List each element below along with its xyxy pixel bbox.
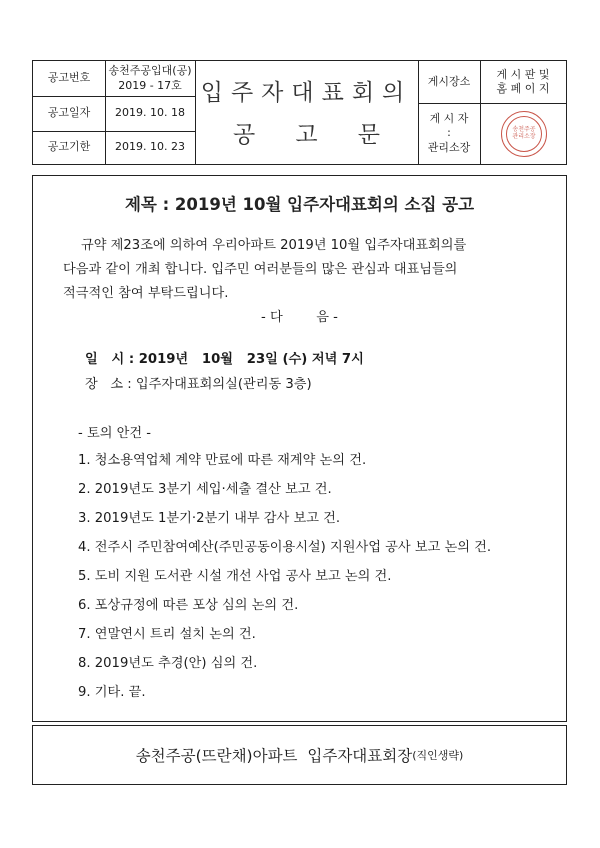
signature-box xyxy=(32,725,567,785)
notice-deadline-value: 2019. 10. 23 xyxy=(115,140,185,154)
agenda-item: 6. 포상규정에 따른 포상 심의 논의 건. xyxy=(78,598,299,613)
datetime-value: 2019년 10월 23일 (수) 저녁 7시 xyxy=(138,352,364,367)
agenda-item: 1. 청소용역업체 계약 만료에 따른 재계약 논의 건. xyxy=(78,453,367,468)
intro-line-1: 규약 제23조에 의하여 우리아파트 2019년 10월 입주자대표회의를 xyxy=(81,238,467,253)
agenda-item: 5. 도비 지원 도서관 시설 개선 사업 공사 보고 논의 건. xyxy=(78,569,392,584)
agenda-item: 7. 연말연시 트리 설치 논의 건. xyxy=(78,627,256,642)
intro-line-2: 다음과 같이 개최 합니다. 입주민 여러분들의 많은 관심과 대표님들의 xyxy=(63,262,458,277)
agenda-item: 9. 기타. 끝. xyxy=(78,685,146,700)
notice-number-line1: 송천주공입대(공) xyxy=(108,64,192,78)
main-title-char-3: 문 xyxy=(357,121,380,148)
notice-number-label: 공고번호 xyxy=(47,71,91,85)
poster-label-line2: : xyxy=(447,126,451,140)
da-eum-heading: - 다 음 - xyxy=(261,310,338,325)
agenda-item: 3. 2019년도 1분기·2분기 내부 감사 보고 건. xyxy=(78,511,341,526)
notice-body xyxy=(32,175,567,722)
signature-note: (직인생략) xyxy=(412,749,464,762)
meeting-datetime xyxy=(85,348,364,367)
notice-number-value xyxy=(105,61,195,96)
main-title-char-2: 고 xyxy=(295,121,318,148)
notice-date-value: 2019. 10. 18 xyxy=(115,106,185,120)
official-seal-stamp: 송천주공 관리소장 xyxy=(501,111,547,157)
notice-deadline-label: 공고기한 xyxy=(47,140,91,154)
agenda-item: 8. 2019년도 추경(안) 심의 건. xyxy=(78,656,258,671)
notice-date-label: 공고일자 xyxy=(47,106,91,120)
post-place-line1: 게 시 판 및 xyxy=(496,67,550,81)
place-label: 장 소 : xyxy=(85,377,132,392)
post-place-value xyxy=(480,61,566,103)
datetime-label: 일 시 : xyxy=(85,352,135,367)
post-place-label: 게시장소 xyxy=(427,74,471,88)
notice-header-table xyxy=(32,60,567,165)
signature-text: 송천주공(뜨란채)아파트 입주자대표회장 xyxy=(135,747,413,765)
main-title-line2 xyxy=(195,113,418,158)
poster-label-line3: 관리소장 xyxy=(427,140,471,154)
post-place-line2: 홈 페 이 지 xyxy=(496,82,550,95)
agenda-item: 2. 2019년도 3분기 세입·세출 결산 보고 건. xyxy=(78,482,332,497)
notice-number-line2: 2019 - 17호 xyxy=(118,78,182,92)
agenda-item: 4. 전주시 주민참여예산(주민공동이용시설) 지원사업 공사 보고 논의 건. xyxy=(78,540,492,555)
meeting-place xyxy=(85,373,312,392)
place-value: 입주자대표회의실(관리동 3층) xyxy=(135,377,312,392)
poster-label xyxy=(418,103,480,164)
document-title: 제목 : 2019년 10월 입주자대표회의 소집 공고 xyxy=(124,195,475,214)
main-title-char-1: 공 xyxy=(233,121,256,148)
poster-label-line1: 게 시 자 xyxy=(429,112,469,126)
main-title-line1: 입주자대표회의 xyxy=(200,79,413,106)
intro-line-3: 적극적인 참여 부탁드립니다. xyxy=(63,286,229,301)
agenda-heading: - 토의 안건 - xyxy=(78,426,152,441)
